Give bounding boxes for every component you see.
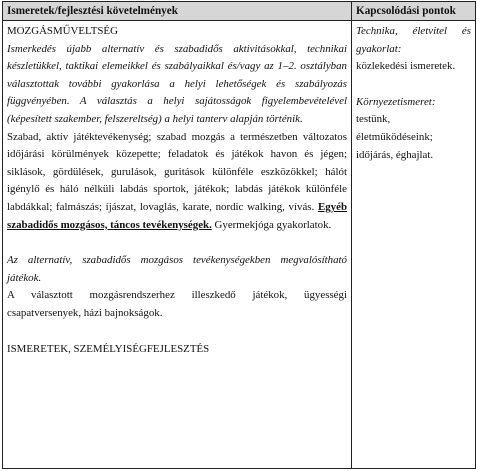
header-row [3, 2, 476, 21]
requirements-cell [3, 21, 352, 469]
activities-emphasis: Egyéb szabadidős mozgásos, táncos tevékenységek. [7, 200, 347, 231]
spacer [7, 234, 347, 252]
requirements-table [2, 1, 476, 469]
activities-paragraph [7, 129, 347, 235]
env-item: életműködéseink; [356, 130, 433, 143]
header-requirements: Ismeretek/fejlesztési követelmények [3, 2, 352, 21]
alternative-games-heading: Az alternatív, szabadidős mozgásos tevékenységekben megvalósítható játékok. [7, 254, 347, 284]
spacer [356, 76, 471, 94]
footer-section-title: ISMERETEK, SZEMÉLYISÉGFEJLESZTÉS [7, 342, 210, 355]
env-item: testünk, [356, 113, 391, 126]
activities-tail: Gyermekjóga gyakorlatok. [211, 218, 332, 231]
tech-text: közlekedési ismeretek. [356, 60, 456, 73]
intro-paragraph: Ismerkedés újabb alternatív és szabadidős aktivitásokkal, technikai készletükkel, taktikai elemeikkel és szabályaikkal és/vagy az 1–2. osztályban választottak további gyakorlása a helyi lehetőségek és szabályozás függvényében. A választás a helyi sajátosságok figyelembevételével (képesített szakember, felszereltség) a helyi tanterv alapján történik. [7, 42, 347, 125]
alternative-games-text: A választott mozgásrendszerhez illeszkedő játékok, ügyességi csapatversenyek, házi bajnokságok. [7, 289, 347, 319]
content-row [3, 21, 476, 469]
header-connection-points: Kapcsolódási pontok [352, 2, 476, 21]
connection-points-cell [352, 21, 476, 469]
tech-label: Technika, életvitel és gyakorlat: [356, 25, 471, 55]
section-title: MOZGÁSMŰVELTSÉG [7, 25, 118, 37]
spacer [7, 323, 347, 341]
activities-text: Szabad, aktív játéktevékenység; szabad mozgás a természetben változatos időjárási körülmények közepette; feladatok és játékok havon és jégen; siklások, gördülések, gurulások, guritások különféle eszközökkel; hálót igénylő és háló nélküli labdás sportok, játékok; labdás játékok különféle labdákkal; falmászás; íjászat, lovaglás, karate, nordic walking, vívás. [7, 130, 347, 213]
env-item: időjárás, éghajlat. [356, 148, 434, 161]
env-label: Környezetismeret: [356, 95, 436, 108]
